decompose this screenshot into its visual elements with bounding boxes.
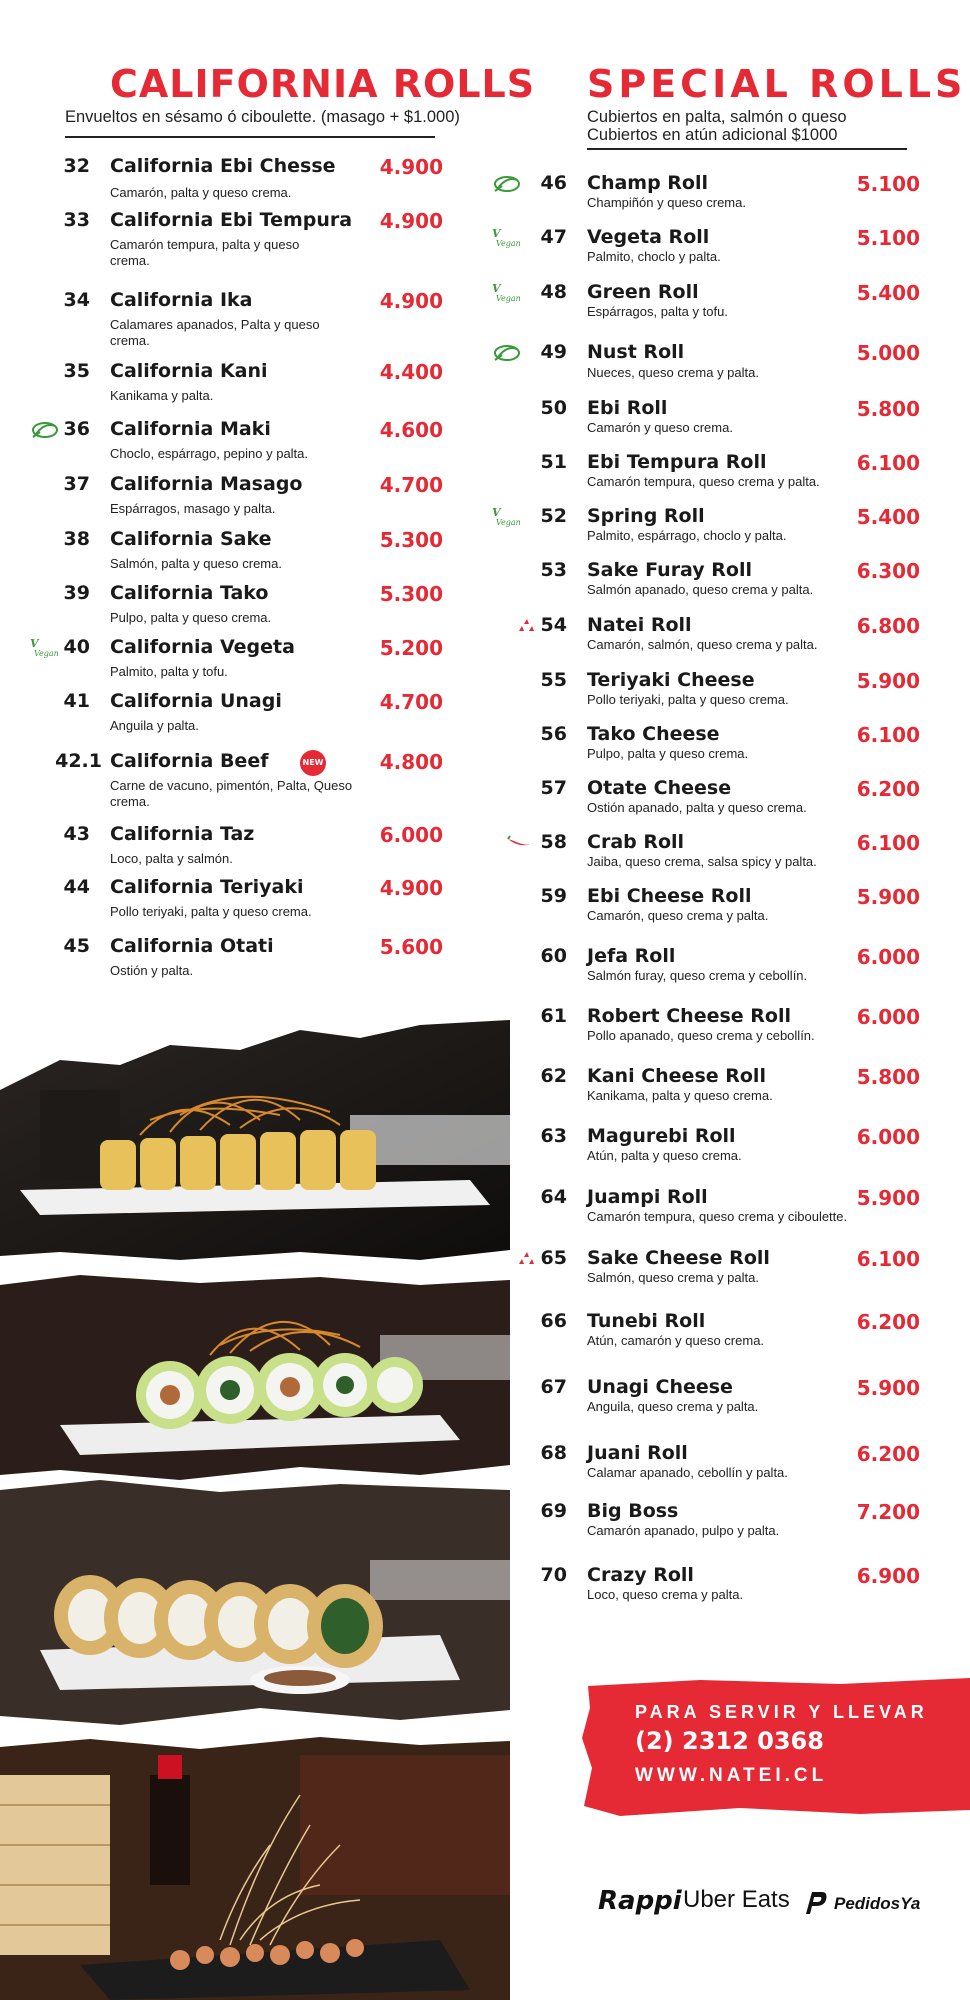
item-description: Salmón, queso crema y palta.	[587, 1270, 759, 1285]
item-price: 5.900	[856, 885, 920, 909]
special-rolls-title: SPECIAL ROLLS	[587, 62, 967, 106]
item-description: Nueces, queso crema y palta.	[587, 365, 759, 380]
item-price: 5.400	[856, 505, 920, 529]
special-rolls-subtitle-1: Cubiertos en palta, salmón o queso	[587, 108, 847, 126]
item-name: California Maki	[110, 418, 271, 440]
item-description: Pollo teriyaki, palta y queso crema.	[587, 692, 789, 707]
item-price: 5.900	[856, 1376, 920, 1400]
item-number: 37	[63, 473, 90, 495]
item-price: 6.100	[856, 723, 920, 747]
item-description: Loco, palta y salmón.	[110, 851, 233, 866]
item-name: Juampi Roll	[587, 1186, 708, 1208]
item-description: Ostión y palta.	[110, 963, 194, 978]
svg-text:Vegan: Vegan	[34, 649, 59, 658]
item-name: Natei Roll	[587, 614, 692, 636]
item-description: Salmón furay, queso crema y cebollín.	[587, 968, 808, 983]
item-number: 59	[540, 885, 567, 907]
item-price: 5.600	[379, 935, 443, 959]
sushi-photo-1	[0, 1020, 510, 1260]
item-name: California Ebi Chesse	[110, 155, 336, 177]
item-description: Calamar apanado, cebollín y palta.	[587, 1465, 788, 1480]
svg-text:V: V	[492, 507, 501, 519]
item-price: 6.100	[856, 831, 920, 855]
item-description: Carne de vacuno, pimentón, Palta, Queso crema.	[110, 778, 353, 809]
item-name: California Masago	[110, 473, 303, 495]
item-description: Champiñón y queso crema.	[587, 195, 746, 210]
item-name: California Vegeta	[110, 636, 295, 658]
item-price: 5.800	[856, 1065, 920, 1089]
item-description: Camarón tempura, queso crema y palta.	[587, 474, 820, 489]
vegan-badge-icon	[488, 228, 524, 248]
new-badge: NEW	[300, 750, 326, 776]
item-description: Espárragos, masago y palta.	[110, 501, 276, 516]
item-name: Jefa Roll	[587, 945, 676, 967]
california-rolls-subtitle: Envueltos en sésamo ó ciboulette. (masago + $1.000)	[65, 108, 460, 126]
item-description: Camarón tempura, palta y queso crema.	[110, 237, 300, 268]
item-price: 6.000	[856, 1005, 920, 1029]
vegan-badge-icon	[488, 283, 524, 303]
item-name: California Taz	[110, 823, 255, 845]
item-number: 50	[540, 397, 567, 419]
divider	[587, 148, 907, 150]
website-link[interactable]: WWW.NATEI.CL	[635, 1765, 828, 1786]
item-name: California Beef	[110, 750, 269, 772]
item-name: California Ika	[110, 289, 253, 311]
item-name: California Unagi	[110, 690, 282, 712]
item-price: 6.900	[856, 1564, 920, 1588]
item-number: 56	[540, 723, 567, 745]
item-price: 6.200	[856, 1310, 920, 1334]
item-name: Otate Cheese	[587, 777, 732, 799]
item-price: 5.400	[856, 281, 920, 305]
item-number: 65	[540, 1247, 567, 1269]
item-description: Jaiba, queso crema, salsa spicy y palta.	[587, 854, 817, 869]
item-name: California Sake	[110, 528, 272, 550]
item-price: 5.300	[379, 528, 443, 552]
item-price: 6.800	[856, 614, 920, 638]
item-description: Espárragos, palta y tofu.	[587, 304, 728, 319]
service-text: PARA SERVIR Y LLEVAR	[635, 1702, 928, 1722]
item-name: Big Boss	[587, 1500, 679, 1522]
item-name: Tunebi Roll	[587, 1310, 706, 1332]
item-number: 32	[63, 155, 90, 177]
vegan-leaf-icon	[492, 174, 522, 194]
item-name: Kani Cheese Roll	[587, 1065, 766, 1087]
item-number: 63	[540, 1125, 567, 1147]
item-description: Loco, queso crema y palta.	[587, 1587, 744, 1602]
item-number: 48	[540, 281, 567, 303]
item-number: 70	[540, 1564, 567, 1586]
item-price: 4.900	[379, 155, 443, 179]
item-price: 6.100	[856, 451, 920, 475]
sushi-photo-3	[0, 1480, 510, 1725]
item-description: Kanikama y palta.	[110, 388, 214, 403]
item-price: 5.100	[856, 226, 920, 250]
item-description: Anguila y palta.	[110, 718, 199, 733]
sushi-photo-2	[0, 1275, 510, 1480]
item-name: California Tako	[110, 582, 269, 604]
vegan-badge-icon	[488, 507, 524, 527]
item-number: 69	[540, 1500, 567, 1522]
item-name: Nust Roll	[587, 341, 685, 363]
item-number: 60	[540, 945, 567, 967]
item-name: Ebi Cheese Roll	[587, 885, 752, 907]
item-name: Crazy Roll	[587, 1564, 694, 1586]
item-number: 33	[63, 209, 90, 231]
item-price: 4.700	[379, 473, 443, 497]
item-number: 66	[540, 1310, 567, 1332]
sushi-photo-4	[0, 1735, 510, 2000]
item-number: 52	[540, 505, 567, 527]
item-price: 4.800	[379, 750, 443, 774]
item-price: 5.900	[856, 1186, 920, 1210]
item-name: Ebi Roll	[587, 397, 668, 419]
item-name: Sake Cheese Roll	[587, 1247, 770, 1269]
item-name: Green Roll	[587, 281, 699, 303]
contact-banner	[580, 1678, 970, 1818]
item-description: Choclo, espárrago, pepino y palta.	[110, 446, 309, 461]
item-name: Sake Furay Roll	[587, 559, 753, 581]
item-name: California Otati	[110, 935, 274, 957]
item-price: 4.900	[379, 209, 443, 233]
item-number: 43	[63, 823, 90, 845]
item-price: 6.300	[856, 559, 920, 583]
item-number: 49	[540, 341, 567, 363]
svg-text:Vegan: Vegan	[496, 518, 521, 527]
item-description: Kanikama, palta y queso crema.	[587, 1088, 773, 1103]
item-price: 6.200	[856, 1442, 920, 1466]
ubereats-logo: Uber Eats	[683, 1886, 790, 1913]
divider	[65, 136, 435, 138]
pedidosya-icon	[802, 1888, 830, 1916]
item-name: Spring Roll	[587, 505, 705, 527]
item-number: 54	[540, 614, 567, 636]
item-name: Champ Roll	[587, 172, 709, 194]
item-description: Pulpo, palta y queso crema.	[110, 610, 272, 625]
item-description: Palmito, choclo y palta.	[587, 249, 721, 264]
item-number: 35	[63, 360, 90, 382]
rappi-logo: Rappi	[598, 1886, 682, 1916]
item-price: 5.900	[856, 669, 920, 693]
item-description: Atún, camarón y queso crema.	[587, 1333, 765, 1348]
item-number: 67	[540, 1376, 567, 1398]
item-number: 68	[540, 1442, 567, 1464]
item-price: 5.200	[379, 636, 443, 660]
item-name: Vegeta Roll	[587, 226, 710, 248]
item-name: Tako Cheese	[587, 723, 720, 745]
item-description: Camarón apanado, pulpo y palta.	[587, 1523, 780, 1538]
item-number: 45	[63, 935, 90, 957]
item-number: 62	[540, 1065, 567, 1087]
item-description: Anguila, queso crema y palta.	[587, 1399, 759, 1414]
item-name: Ebi Tempura Roll	[587, 451, 767, 473]
item-number: 61	[540, 1005, 567, 1027]
item-description: Camarón, salmón, queso crema y palta.	[587, 637, 818, 652]
california-rolls-title: CALIFORNIA ROLLS	[110, 62, 536, 106]
item-name: California Kani	[110, 360, 268, 382]
item-description: Camarón tempura, queso crema y ciboulette.	[587, 1209, 848, 1224]
item-price: 5.800	[856, 397, 920, 421]
item-name: Unagi Cheese	[587, 1376, 733, 1398]
svg-text:Vegan: Vegan	[496, 294, 521, 303]
item-number: 51	[540, 451, 567, 473]
special-rolls-subtitle-2: Cubiertos en atún adicional $1000	[587, 126, 838, 144]
item-number: 39	[63, 582, 90, 604]
item-name: Crab Roll	[587, 831, 685, 853]
item-price: 6.100	[856, 1247, 920, 1271]
item-number: 57	[540, 777, 567, 799]
item-price: 4.900	[379, 876, 443, 900]
phone-number[interactable]: (2) 2312 0368	[635, 1727, 824, 1755]
item-description: Atún, palta y queso crema.	[587, 1148, 742, 1163]
svg-text:Vegan: Vegan	[496, 239, 521, 248]
item-name: Magurebi Roll	[587, 1125, 736, 1147]
item-price: 7.200	[856, 1500, 920, 1524]
pedidosya-logo: PedidosYa	[834, 1894, 921, 1913]
item-price: 4.900	[379, 289, 443, 313]
item-name: Teriyaki Cheese	[587, 669, 755, 691]
item-price: 5.100	[856, 172, 920, 196]
item-name: Robert Cheese Roll	[587, 1005, 791, 1027]
item-description: Palmito, palta y tofu.	[110, 664, 228, 679]
item-price: 4.600	[379, 418, 443, 442]
item-description: Camarón, queso crema y palta.	[587, 908, 769, 923]
item-number: 46	[540, 172, 567, 194]
item-description: Calamares apanados, Palta y queso crema.	[110, 317, 320, 348]
item-description: Salmón, palta y queso crema.	[110, 556, 282, 571]
item-number: 44	[63, 876, 90, 898]
item-price: 6.000	[379, 823, 443, 847]
item-number: 53	[540, 559, 567, 581]
item-name: California Ebi Tempura	[110, 209, 353, 231]
item-description: Pulpo, palta y queso crema.	[587, 746, 749, 761]
vegan-leaf-icon	[492, 343, 522, 363]
item-description: Camarón y queso crema.	[587, 420, 733, 435]
item-number: 64	[540, 1186, 567, 1208]
item-price: 5.300	[379, 582, 443, 606]
item-price: 6.000	[856, 1125, 920, 1149]
item-description: Camarón, palta y queso crema.	[110, 185, 292, 200]
item-number: 34	[63, 289, 90, 311]
item-price: 6.000	[856, 945, 920, 969]
item-description: Salmón apanado, queso crema y palta.	[587, 582, 814, 597]
item-price: 5.000	[856, 341, 920, 365]
item-description: Ostión apanado, palta y queso crema.	[587, 800, 807, 815]
item-number: 41	[63, 690, 90, 712]
item-number: 42.1	[55, 750, 102, 772]
item-price: 4.700	[379, 690, 443, 714]
svg-text:V: V	[30, 638, 39, 650]
item-description: Palmito, espárrago, choclo y palta.	[587, 528, 787, 543]
item-number: 58	[540, 831, 567, 853]
item-name: California Teriyaki	[110, 876, 304, 898]
item-price: 4.400	[379, 360, 443, 384]
item-description: Pollo teriyaki, palta y queso crema.	[110, 904, 312, 919]
item-number: 38	[63, 528, 90, 550]
svg-text:V: V	[492, 283, 501, 295]
item-number: 55	[540, 669, 567, 691]
item-number: 40	[63, 636, 90, 658]
svg-text:V: V	[492, 228, 501, 240]
item-number: 47	[540, 226, 567, 248]
item-name: Juani Roll	[587, 1442, 688, 1464]
item-number: 36	[63, 418, 90, 440]
item-price: 6.200	[856, 777, 920, 801]
item-description: Pollo apanado, queso crema y cebollín.	[587, 1028, 815, 1043]
